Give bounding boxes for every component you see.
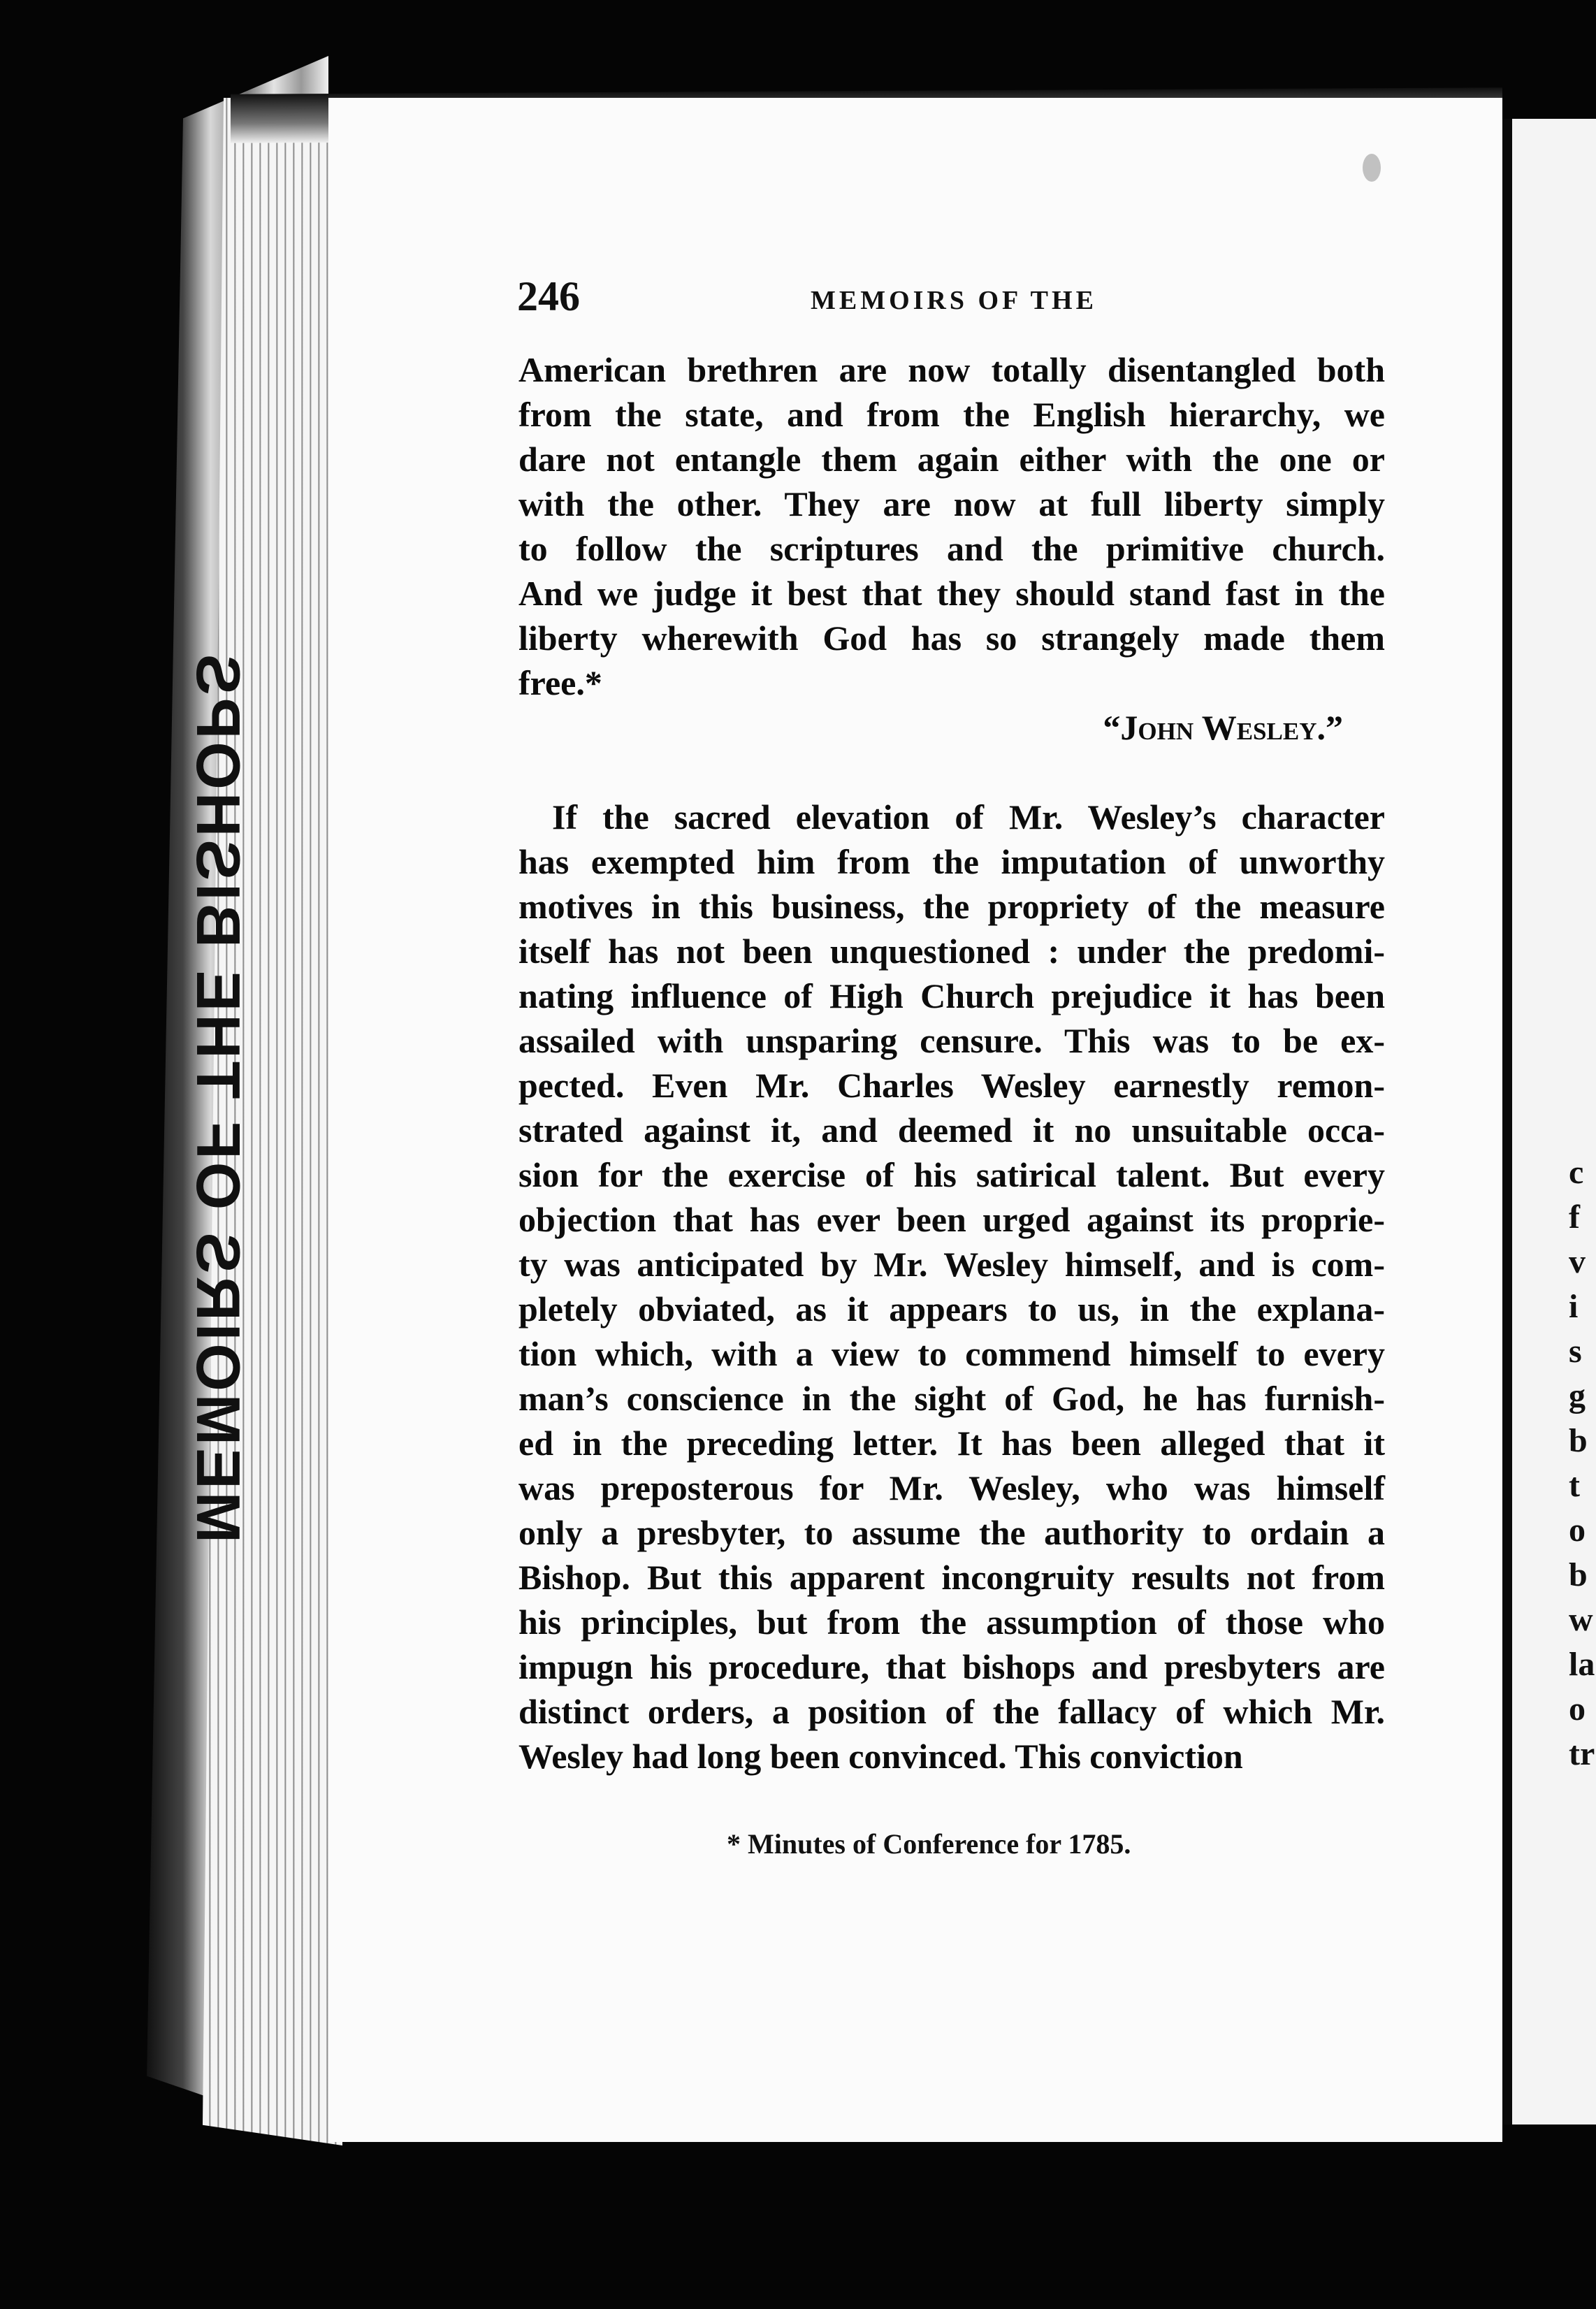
running-head: MEMOIRS OF THE	[811, 286, 1097, 315]
facing-page-letter: w	[1569, 1601, 1593, 1638]
paragraph-1	[518, 347, 1385, 705]
facing-page-letter: la	[1569, 1646, 1595, 1683]
text-line: dare not entangle them again either with the one or	[518, 440, 1385, 479]
text-line: ty was anticipated by Mr. Wesley himself, and is com-	[518, 1245, 1385, 1284]
facing-page-letter: s	[1569, 1333, 1582, 1370]
text-line: motives in this business, the propriety of the measure	[518, 887, 1385, 926]
text-line: tion which, with a view to commend himself to every	[518, 1334, 1385, 1373]
facing-page-letter: o	[1569, 1512, 1586, 1549]
scan-smudge	[1363, 154, 1381, 182]
text-line: impugn his procedure, that bishops and presbyters are	[518, 1647, 1385, 1686]
text-line: distinct orders, a position of the fallacy of which Mr.	[518, 1692, 1385, 1731]
text-line: sion for the exercise of his satirical talent. But every	[518, 1155, 1385, 1194]
text-line: has exempted him from the imputation of unworthy	[518, 842, 1385, 881]
text-line: man’s conscience in the sight of God, he has furnish-	[518, 1379, 1385, 1418]
facing-page-letter: i	[1569, 1288, 1579, 1325]
footnote: * Minutes of Conference for 1785.	[727, 1828, 1131, 1860]
facing-page-letter: tr	[1569, 1735, 1595, 1772]
text-line: objection that has ever been urged against its proprie-	[518, 1200, 1385, 1239]
text-line: And we judge it best that they should stand fast in the	[518, 574, 1385, 613]
text-line: with the other. They are now at full liberty simply	[518, 484, 1385, 523]
page-header	[517, 273, 1384, 328]
text-line: American brethren are now totally disentangled both	[518, 350, 1385, 389]
text-line: pletely obviated, as it appears to us, in the explana-	[518, 1289, 1385, 1329]
facing-page-letter: g	[1569, 1377, 1586, 1414]
text-line: pected. Even Mr. Charles Wesley earnestly remon-	[518, 1066, 1385, 1105]
page-number: 246	[517, 273, 580, 319]
facing-page-letter: b	[1569, 1556, 1588, 1593]
text-line: Wesley had long been convinced. This conviction	[518, 1737, 1243, 1776]
facing-page-letter: b	[1569, 1422, 1588, 1459]
text-line: only a presbyter, to assume the authority to ordain a	[518, 1513, 1385, 1552]
text-line: ed in the preceding letter. It has been alleged that it	[518, 1424, 1385, 1463]
text-line: to follow the scriptures and the primitive church.	[518, 529, 1385, 568]
text-line: liberty wherewith God has so strangely made them	[518, 618, 1385, 658]
spine-label	[162, 651, 274, 1544]
facing-page-letter: t	[1569, 1467, 1580, 1504]
text-line: strated against it, and deemed it no unsuitable occa-	[518, 1110, 1385, 1150]
facing-page-letter: v	[1569, 1243, 1586, 1280]
text-line: nating influence of High Church prejudice it has been	[518, 976, 1385, 1015]
facing-page-letter: f	[1569, 1199, 1580, 1236]
spine-text: MEMOIRS OF THE BISHOPS	[184, 651, 253, 1544]
text-line: itself has not been unquestioned : under the predomi-	[518, 932, 1385, 971]
text-line: Bishop. But this apparent incongruity results not from	[518, 1558, 1385, 1597]
facing-page-letter: o	[1569, 1691, 1586, 1728]
text-line: his principles, but from the assumption of those who	[518, 1602, 1385, 1642]
body-text	[518, 347, 1385, 1779]
facing-page-strip	[1502, 119, 1596, 2125]
text-line: assailed with unsparing censure. This was to be ex-	[518, 1021, 1385, 1060]
facing-page-letter: c	[1569, 1154, 1584, 1191]
signature: “John Wesley.”	[1103, 708, 1343, 747]
text-line: free.*	[518, 663, 602, 702]
text-line: was preposterous for Mr. Wesley, who was himself	[518, 1468, 1385, 1507]
paragraph-2	[518, 795, 1385, 1779]
text-line: from the state, and from the English hierarchy, we	[518, 395, 1385, 434]
text-line: If the sacred elevation of Mr. Wesley’s character	[552, 797, 1385, 837]
